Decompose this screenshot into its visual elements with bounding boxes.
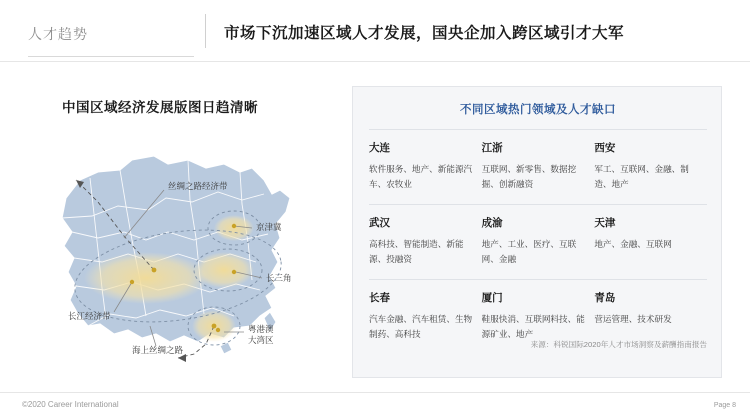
header-underline [28,56,194,57]
cell-city: 青岛 [594,292,616,305]
cell-city: 大连 [369,142,390,154]
map-label-yangtze-belt: 长江经济带 [68,311,111,321]
cell-city: 天津 [594,217,616,230]
table-cell [482,129,595,204]
map-label-jingjinji: 京津冀 [256,222,282,232]
header-kicker: 人才趋势 [28,26,88,42]
header-bottom-rule [0,61,750,62]
table-title: 不同区域热门领域及人才缺口 [460,104,616,116]
table-cell [594,204,707,279]
regions-table-panel [352,86,722,378]
table-cell [482,204,595,279]
cell-desc: 汽车金融、汽车租赁、生物制药、高科技 [369,314,473,340]
footer-page-number: Page 8 [713,402,736,409]
footer-rule [0,392,750,393]
cell-desc: 军工、互联网、金融、制造、地产 [594,164,689,190]
cell-city: 厦门 [481,292,503,305]
map-label-greater-bay-1: 粤港澳 [248,324,274,334]
table-cell [594,129,707,204]
cell-desc: 营运管理、技术研发 [594,314,672,325]
cell-city: 西安 [594,142,616,154]
slide-header [0,0,750,62]
cell-city: 江浙 [481,142,503,154]
table-cell [369,129,482,204]
regions-grid [369,129,707,354]
cell-desc: 高科技、智能制造、新能源、投融资 [369,239,464,265]
cell-desc: 鞋服快消、互联网料技、能源矿业、地产 [481,314,585,340]
cell-city: 武汉 [369,217,390,230]
cell-desc: 互联网、新零售、数据挖掘、创新融资 [481,164,577,190]
cell-desc: 地产、金融、互联网 [594,239,672,250]
map-title: 中国区域经济发展版图日趋清晰 [62,100,258,115]
cell-city: 长春 [369,292,390,305]
china-map [28,120,338,370]
map-label-maritime-silk-road: 海上丝绸之路 [132,345,184,355]
china-map-svg [28,120,338,370]
map-label-greater-bay-2: 大湾区 [248,335,274,345]
map-label-yangtze-delta: 长三角 [266,273,292,283]
cell-desc: 地产、工业、医疗、互联网、金融 [481,239,577,265]
cell-city: 成渝 [481,217,503,230]
footer-copyright: ©2020 Career International [22,400,119,409]
page-title: 市场下沉加速区域人才发展，国央企加入跨区域引才大军 [224,25,625,42]
table-cell [369,204,482,279]
map-label-silk-road-belt: 丝绸之路经济带 [168,181,228,191]
map-panel [28,86,338,376]
header-divider [205,14,206,48]
table-source-note: 来源：科锐国际2020年人才市场洞察及薪酬指南报告 [530,340,707,349]
cell-desc: 软件服务、地产、新能源汽车、农牧业 [369,164,473,190]
